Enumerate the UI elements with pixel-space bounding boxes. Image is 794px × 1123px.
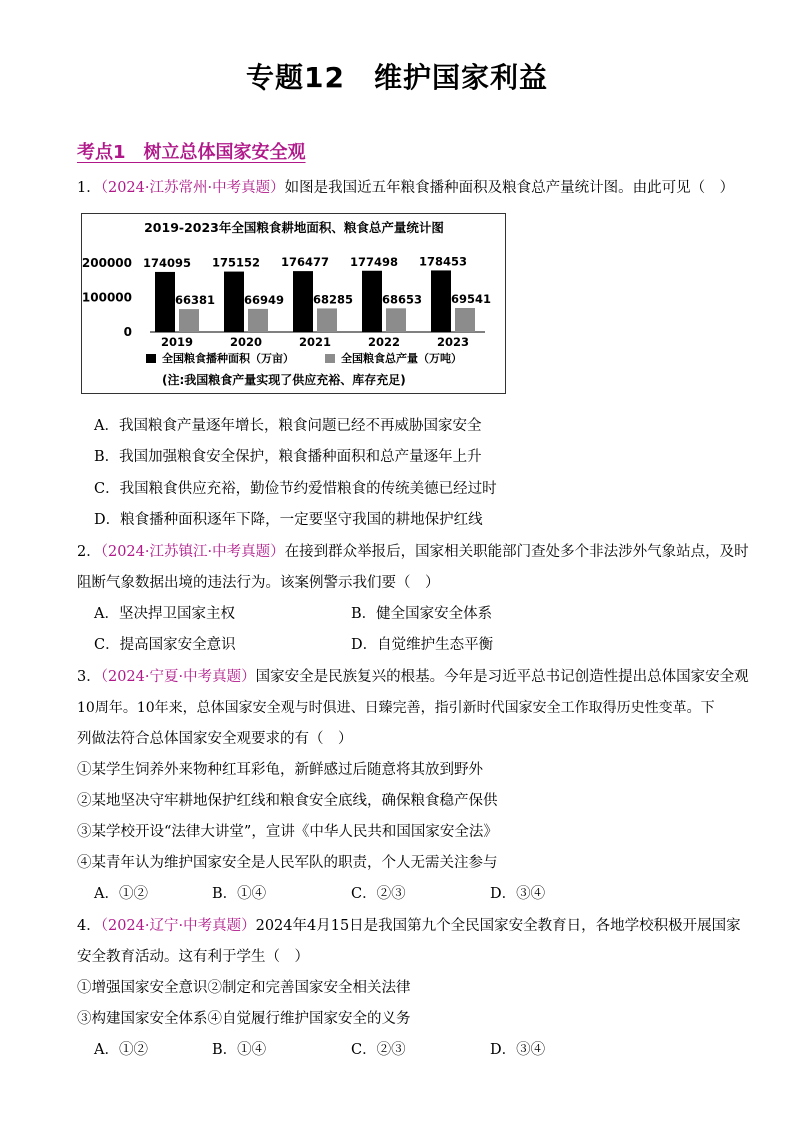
data-label: 177498 [349, 254, 399, 269]
y-tick-label: 200000 [82, 256, 132, 270]
statement-4: ④某青年认为维护国家安全是人民军队的职责，个人无需关注参与 [77, 855, 498, 871]
question-text: 国家安全是民族复兴的根基。今年是习近平总书记创造性提出总体国家安全观 [255, 669, 749, 685]
bar-output [317, 308, 337, 332]
bar-output [455, 308, 475, 332]
bar-output [386, 308, 406, 332]
question-number: 1． [77, 180, 101, 196]
y-tick-label: 0 [123, 325, 132, 339]
bar-area [431, 270, 451, 332]
x-tick-label: 2019 [160, 335, 194, 349]
data-label: 68653 [381, 292, 423, 307]
data-label: 174095 [142, 255, 192, 270]
chart-title: 2019-2023年全国粮食耕地面积、粮食总产量统计图 [144, 220, 444, 235]
question-2-stem-cont: 阻断气象数据出境的违法行为。该案例警示我们要（ ） [77, 575, 440, 591]
question-4-stem [77, 916, 741, 936]
question-3-stem-cont: 列做法符合总体国家安全观要求的有（ ） [77, 731, 353, 747]
option-d: D．③④ [490, 1042, 546, 1058]
x-tick-label: 2020 [229, 335, 263, 349]
question-number: 4． [77, 918, 101, 934]
statement-3: ③某学校开设“法律大讲堂”，宣讲《中华人民共和国国家安全法》 [77, 824, 498, 840]
option-d: D．自觉维护生态平衡 [351, 637, 494, 653]
question-4-stem-cont: 安全教育活动。这有利于学生（ ） [77, 949, 309, 965]
x-tick-label: 2022 [367, 335, 401, 349]
y-tick-label: 100000 [82, 290, 132, 305]
grain-chart [81, 213, 506, 394]
data-label: 176477 [280, 255, 330, 270]
statement-pair-2: ③构建国家安全体系④自觉履行维护国家安全的义务 [77, 1011, 411, 1027]
question-text: 如图是我国近五年粮食播种面积及粮食总产量统计图。由此可见（ ） [284, 180, 735, 196]
x-tick-label: 2021 [298, 335, 332, 349]
legend-swatch-area [146, 354, 156, 363]
question-text: 在接到群众举报后，国家相关职能部门查处多个非法涉外气象站点，及时 [284, 544, 749, 560]
option-d: D．③④ [490, 886, 546, 902]
data-label: 66381 [174, 293, 216, 308]
chart-note: (注:我国粮食产量实现了供应充裕、库存充足) [162, 373, 406, 387]
bar-chart-svg [82, 214, 505, 393]
option-b: B．①④ [212, 886, 267, 902]
data-label: 178453 [418, 254, 468, 269]
option-c: C．我国粮食供应充裕，勤俭节约爱惜粮食的传统美德已经过时 [94, 481, 497, 497]
statement-2: ②某地坚决守牢耕地保护红线和粮食安全底线，确保粮食稳产保供 [77, 793, 498, 809]
legend-swatch-output [325, 354, 335, 363]
option-b: B．我国加强粮食安全保护，粮食播种面积和总产量逐年上升 [94, 449, 482, 465]
data-label: 66949 [243, 292, 285, 307]
bar-output [179, 309, 199, 332]
question-text: 2024年4月15日是我国第九个全民国家安全教育日，各地学校积极开展国家 [255, 918, 741, 934]
bar-area [155, 272, 175, 332]
x-tick-label: 2023 [436, 335, 470, 349]
question-2-stem [77, 542, 749, 562]
question-source: （2024·辽宁·中考真题） [100, 918, 256, 934]
data-label: 68285 [312, 292, 354, 307]
page-title: 专题12 维护国家利益 [246, 61, 548, 94]
option-d: D．粮食播种面积逐年下降，一定要坚守我国的耕地保护红线 [94, 512, 483, 528]
statement-1: ①某学生饲养外来物种红耳彩龟，新鲜感过后随意将其放到野外 [77, 762, 483, 778]
bar-area [224, 272, 244, 332]
option-a: A．我国粮食产量逐年增长，粮食问题已经不再威胁国家安全 [94, 418, 482, 434]
question-1-stem [77, 178, 734, 198]
bar-area [293, 271, 313, 332]
data-label: 69541 [450, 292, 492, 307]
question-number: 3． [77, 669, 101, 685]
question-source: （2024·宁夏·中考真题） [100, 669, 256, 685]
option-b: B．健全国家安全体系 [351, 606, 493, 622]
option-a: A．坚决捍卫国家主权 [94, 606, 235, 622]
question-3-stem-cont: 10周年。10年来，总体国家安全观与时俱进、日臻完善，指引新时代国家安全工作取得历史性变革。下 [77, 700, 715, 716]
question-number: 2． [77, 544, 101, 560]
question-3-stem [77, 667, 749, 687]
question-source: （2024·江苏镇江·中考真题） [100, 544, 285, 560]
section-heading: 考点1 树立总体国家安全观 [77, 142, 306, 163]
legend-label-output: 全国粮食总产量（万吨） [341, 352, 462, 365]
bar-area [362, 271, 382, 332]
option-a: A．①② [94, 1042, 148, 1058]
statement-pair-1: ①增强国家安全意识②制定和完善国家安全相关法律 [77, 980, 411, 996]
option-c: C．提高国家安全意识 [94, 637, 236, 653]
option-c: C．②③ [351, 886, 406, 902]
option-c: C．②③ [351, 1042, 406, 1058]
legend-label-area: 全国粮食播种面积（万亩） [162, 352, 294, 365]
option-a: A．①② [94, 886, 148, 902]
bar-output [248, 309, 268, 332]
option-b: B．①④ [212, 1042, 267, 1058]
data-label: 175152 [211, 255, 261, 270]
question-source: （2024·江苏常州·中考真题） [100, 180, 285, 196]
